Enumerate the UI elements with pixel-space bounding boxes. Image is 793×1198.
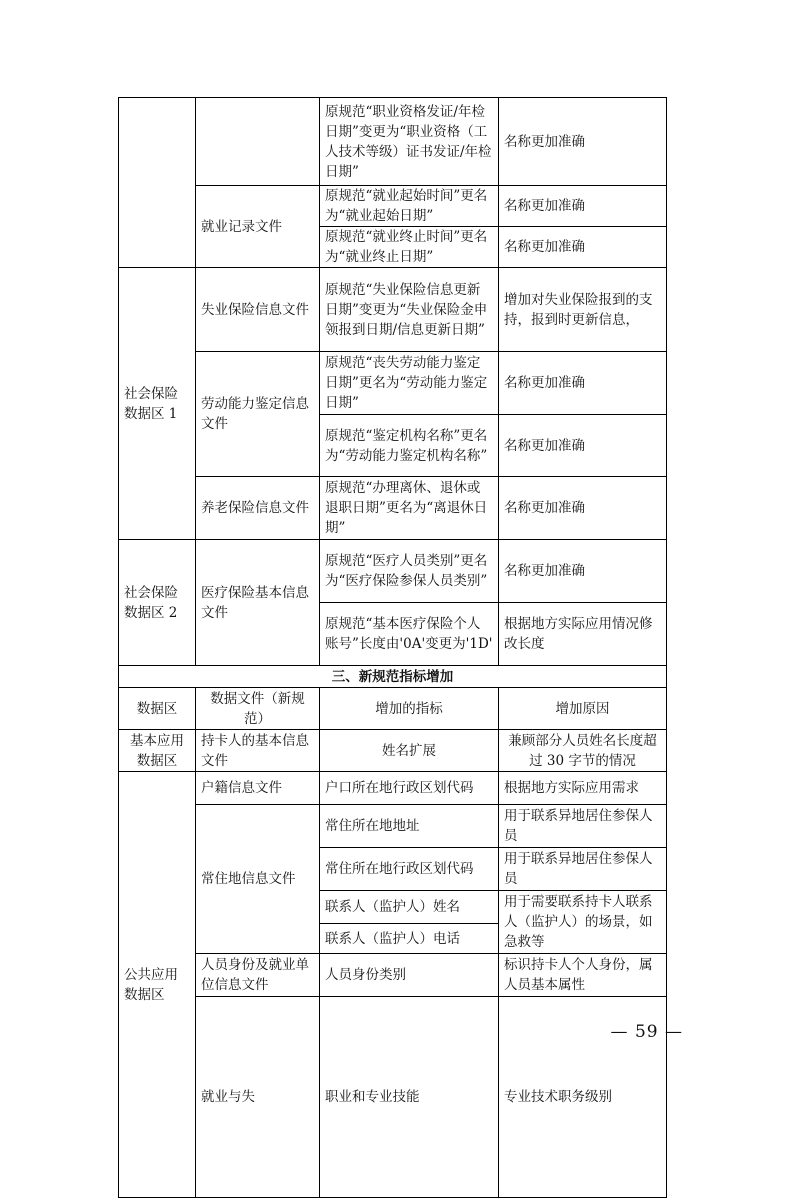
reason-cell: 用于需要联系持卡人联系人（监护人）的场景，如急救等	[499, 891, 667, 954]
table-row	[119, 540, 667, 603]
section-title: 三、新规范指标增加	[119, 666, 667, 688]
reason-cell: 兼顾部分人员姓名长度超过 30 字节的情况	[499, 730, 667, 772]
table-row	[119, 997, 667, 1198]
table-row	[119, 730, 667, 772]
change-cell: 原规范“鉴定机构名称”更名为“劳动能力鉴定机构名称”	[320, 415, 499, 477]
change-cell: 原规范“就业终止时间”更名为“就业终止日期”	[320, 227, 499, 268]
change-cell: 原规范“就业起始时间”更名为“就业起始日期”	[320, 186, 499, 227]
reason-cell: 名称更加准确	[499, 540, 667, 603]
file-cell-empty	[196, 98, 320, 186]
table-row	[119, 805, 667, 848]
change-cell: 原规范“办理离休、退休或退职日期”更名为“离退休日期”	[320, 477, 499, 540]
indicator-cell: 联系人（监护人）电话	[320, 924, 499, 954]
file-cell: 户籍信息文件	[196, 772, 320, 805]
reason-cell: 用于联系异地居住参保人员	[499, 805, 667, 848]
reason-cell: 增加对失业保险报到的支持，报到时更新信息，	[499, 268, 667, 352]
file-cell: 持卡人的基本信息文件	[196, 730, 320, 772]
area-cell: 基本应用数据区	[119, 730, 196, 772]
table-row	[119, 772, 667, 805]
file-cell: 人员身份及就业单位信息文件	[196, 954, 320, 997]
reason-cell: 名称更加准确	[499, 415, 667, 477]
file-cell: 职业和专业技能	[320, 997, 499, 1198]
reason-cell: 名称更加准确	[499, 477, 667, 540]
indicator-cell: 户口所在地行政区划代码	[320, 772, 499, 805]
reason-cell: 标识持卡人个人身份，属人员基本属性	[499, 954, 667, 997]
indicator-cell: 常住所在地行政区划代码	[320, 848, 499, 891]
change-cell: 原规范“职业资格发证/年检日期”变更为“职业资格（工人技术等级）证书发证/年检日期”	[320, 98, 499, 186]
indicator-cell: 人员身份类别	[320, 954, 499, 997]
area-cell-empty	[119, 98, 196, 268]
reason-cell: 用于联系异地居住参保人员	[499, 848, 667, 891]
table-row	[119, 954, 667, 997]
area-cell: 社会保险数据区 1	[119, 268, 196, 540]
area-cell: 就业与失	[196, 997, 320, 1198]
file-cell: 失业保险信息文件	[196, 268, 320, 352]
header-row	[119, 688, 667, 730]
reason-cell: 根据地方实际应用需求	[499, 772, 667, 805]
indicator-cell: 常住所在地地址	[320, 805, 499, 848]
file-cell: 医疗保险基本信息文件	[196, 540, 320, 666]
reason-cell: 名称更加准确	[499, 186, 667, 227]
file-cell: 就业记录文件	[196, 186, 320, 268]
file-cell: 养老保险信息文件	[196, 477, 320, 540]
indicator-cell: 专业技术职务级别	[499, 997, 667, 1198]
header-indicator: 增加的指标	[320, 688, 499, 730]
change-cell: 原规范“医疗人员类别”更名为“医疗保险参保人员类别”	[320, 540, 499, 603]
file-cell: 常住地信息文件	[196, 805, 320, 954]
file-cell: 劳动能力鉴定信息文件	[196, 352, 320, 477]
header-file: 数据文件（新规范）	[196, 688, 320, 730]
reason-cell: 名称更加准确	[499, 227, 667, 268]
header-reason: 增加原因	[499, 688, 667, 730]
table-row	[119, 352, 667, 415]
indicator-cell: 姓名扩展	[320, 730, 499, 772]
header-area: 数据区	[119, 688, 196, 730]
change-cell: 原规范“丧失劳动能力鉴定日期”更名为“劳动能力鉴定日期”	[320, 352, 499, 415]
change-cell: 原规范“失业保险信息更新日期”变更为“失业保险金申领报到日期/信息更新日期”	[320, 268, 499, 352]
reason-cell: 名称更加准确	[499, 352, 667, 415]
indicator-cell: 联系人（监护人）姓名	[320, 891, 499, 924]
area-cell: 公共应用数据区	[119, 772, 196, 1198]
table-row	[119, 477, 667, 540]
reason-cell: 名称更加准确	[499, 98, 667, 186]
table-row	[119, 268, 667, 352]
reason-cell: 根据地方实际应用情况修改长度	[499, 603, 667, 666]
page-number: — 59 —	[610, 1022, 683, 1042]
change-cell: 原规范“基本医疗保险个人账号”长度由'0A'变更为'1D'	[320, 603, 499, 666]
indicator-change-table	[118, 97, 667, 1198]
table-row	[119, 98, 667, 186]
section-title-row	[119, 666, 667, 688]
table-row	[119, 186, 667, 227]
area-cell: 社会保险数据区 2	[119, 540, 196, 666]
